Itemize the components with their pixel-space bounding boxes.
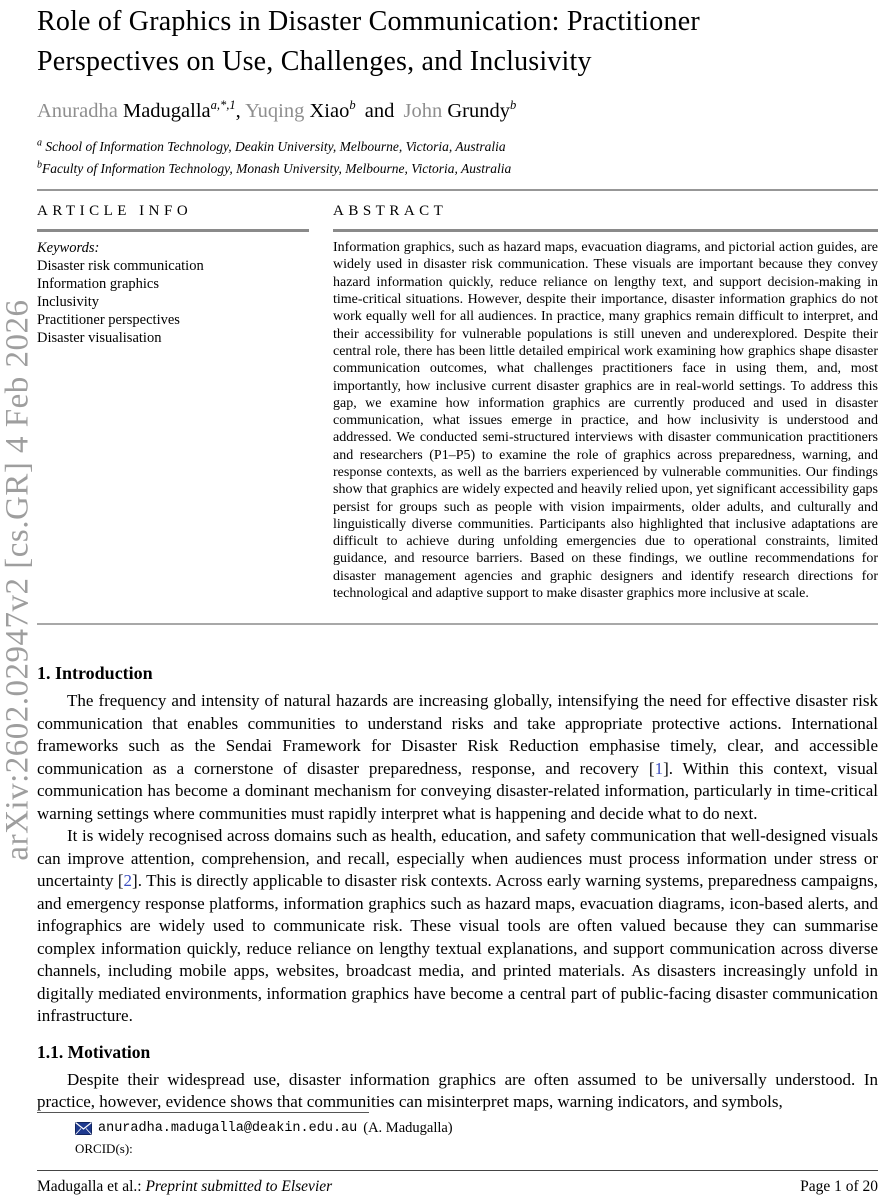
arxiv-watermark: arXiv:2602.02947v2 [cs.GR] 4 Feb 2026 [0, 299, 36, 861]
citation-bracket: ] [663, 758, 669, 778]
author-2-last-name: Xiao [309, 99, 350, 122]
citation-link-2[interactable]: 2 [123, 871, 133, 891]
affiliation-b [37, 158, 878, 180]
page-footer [37, 1170, 878, 1196]
intro-paragraph-2-text-cont: . This is directly applicable to disaster risk contexts. Across early warning systems, preparedness campaigns, and emergency response platforms, information graphics such as hazard maps, evacuation diagrams, icon-based alerts, and infographics are widely used to communicate risk. These visual tools are often valued because they can summarise complex information quickly, reduce reliance on lengthy textual explanations, and support communication across diverse channels, including mobile apps, websites, broadcast media, and printed materials. As disasters increasingly unfold in digitally mediated environments, information graphics have become a central part of public-facing disaster communication infrastructure. [37, 871, 878, 1026]
footnote-email-row [75, 1120, 847, 1137]
author-3-first-name: John [403, 99, 443, 122]
abstract-heading: ABSTRACT [333, 203, 448, 220]
affiliation-b-superscript: b [37, 159, 42, 171]
abstract-column [333, 203, 878, 602]
affiliation-a-superscript: a [37, 137, 42, 149]
intro-paragraph-1 [37, 690, 878, 825]
keyword-item: Disaster visualisation [37, 330, 162, 347]
article-info-heading: ARTICLE INFO [37, 203, 193, 220]
affiliations [37, 136, 878, 180]
footer-preprint-note: Preprint submitted to Elsevier [145, 1178, 333, 1195]
keywords-label: Keywords: [37, 240, 100, 257]
email-envelope-icon [75, 1122, 92, 1135]
author-2-superscript: b [349, 97, 356, 112]
author-1-superscript: a,*,1 [210, 97, 236, 112]
keyword-item: Information graphics [37, 276, 160, 293]
paper-title [37, 2, 878, 82]
paper-title-line2: Perspectives on Use, Challenges, and Inclusivity [37, 45, 592, 77]
abstract-body-divider [37, 623, 878, 625]
author-joiner: and [364, 99, 395, 122]
header-divider [37, 189, 878, 191]
motivation-paragraph-1: Despite their widespread use, disaster information graphics are often assumed to be universally understood. In practice, however, evidence shows that communities can misinterpret maps, warning indicators, and symbols, [37, 1069, 878, 1112]
author-3-superscript: b [509, 97, 517, 112]
author-2-first-name: Yuqing [245, 99, 305, 122]
paper-title-line1: Role of Graphics in Disaster Communication: Practitioner [37, 6, 700, 37]
citation-bracket: [ [117, 871, 124, 891]
abstract-text: Information graphics, such as hazard maps, evacuation diagrams, and pictorial action guides, are widely used in disaster risk communication. These visuals are important because they convey hazard information quickly, reduce reliance on lengthy text, and support decision-making in time-critical situations. However, despite their importance, disaster information graphics do not work equally well for all audiences. In practice, many graphics remain difficult to interpret, and their accessibility for vulnerable populations is still uneven and underexplored. Despite their central role, there has been little detailed empirical work examining how graphics shape disaster communication outcomes, what challenges practitioners face in using them, and, most importantly, how inclusive current disaster graphics are in real-world settings. To address this gap, we examine how information graphics are currently produced and used in disaster communication, what issues emerge in practice, and how inclusivity is understood and addressed. We conducted semi-structured interviews with disaster communication practitioners and researchers (P1–P5) to examine the role of graphics across preparedness, warning, and response contexts, as well as the barriers experienced by vulnerable communities. Our findings show that graphics are widely expected and heavily relied upon, yet significant accessibility gaps persist for groups such as people with vision impairments, older adults, and culturally and linguistically diverse communities. Participants also highlighted that inclusive adaptations are difficult to achieve during unfolding emergencies due to operational constraints, limited guidance, and resource barriers. Based on these findings, we outline recommendations for disaster management agencies and graphic designers and identify research directions for technological and adaptive support to make disaster graphics more inclusive at scale. [333, 240, 878, 602]
author-2 [245, 97, 356, 122]
corresponding-email-link[interactable]: anuradha.madugalla@deakin.edu.au [98, 1121, 358, 1136]
subsection-heading-motivation: 1.1. Motivation [37, 1041, 151, 1062]
affiliation-a-text: School of Information Technology, Deakin University, Melbourne, Victoria, Australia [45, 139, 506, 155]
footer-page-number: Page 1 of 20 [800, 1178, 878, 1195]
citation-link-1[interactable]: 1 [654, 758, 664, 778]
corresponding-email-note: (A. Madugalla) [363, 1120, 453, 1136]
info-abstract-columns [37, 203, 878, 602]
intro-paragraph-1-text-cont: . Within this context, visual communication has become a dominant mechanism for conveying disaster-related information, particularly in time-critical warning settings where communities must rapidly interpret what is happening and decide what to do next. [37, 758, 878, 823]
affiliation-a [37, 136, 878, 158]
orcid-label: ORCID(s): [75, 1141, 133, 1156]
author-3 [403, 97, 517, 122]
citation-bracket: [ [648, 758, 655, 778]
author-1-last-name: Madugalla [122, 99, 211, 122]
author-1 [37, 97, 241, 122]
intro-paragraph-2 [37, 825, 878, 1028]
keyword-item: Practitioner perspectives [37, 312, 180, 329]
keyword-item: Disaster risk communication [37, 258, 204, 275]
affiliation-b-text: Faculty of Information Technology, Monash University, Melbourne, Victoria, Australia [42, 161, 512, 177]
article-info-divider [37, 229, 309, 232]
footer-running-authors: Madugalla et al.: [37, 1178, 142, 1195]
citation-bracket: ] [132, 871, 138, 891]
abstract-divider [333, 229, 878, 232]
intro-paragraph-1-text: The frequency and intensity of natural hazards are increasing globally, intensifying the need for effective disaster risk communication that enables communities to understand risks and take appropriate protective actions. International frameworks such as the Sendai Framework for Disaster Risk Reduction emphasise timely, clear, and accessible communication as a cornerstone of disaster preparedness, response, and recovery [37, 691, 878, 778]
keyword-item: Inclusivity [37, 294, 100, 311]
footnote-block [37, 1112, 847, 1157]
author-3-last-name: Grundy [447, 99, 510, 122]
footer-left [37, 1178, 332, 1196]
article-info-column [37, 203, 309, 602]
author-separator: , [235, 99, 241, 122]
author-list [37, 98, 878, 125]
section-heading-introduction: 1. Introduction [37, 663, 153, 684]
footnote-divider [37, 1112, 369, 1113]
intro-paragraph-2-text: It is widely recognised across domains such as health, education, and safety communication that well-designed visuals can improve attention, comprehension, and recall, especially when audiences must process information under stress or uncertainty [37, 826, 878, 891]
author-1-first-name: Anuradha [37, 99, 118, 122]
